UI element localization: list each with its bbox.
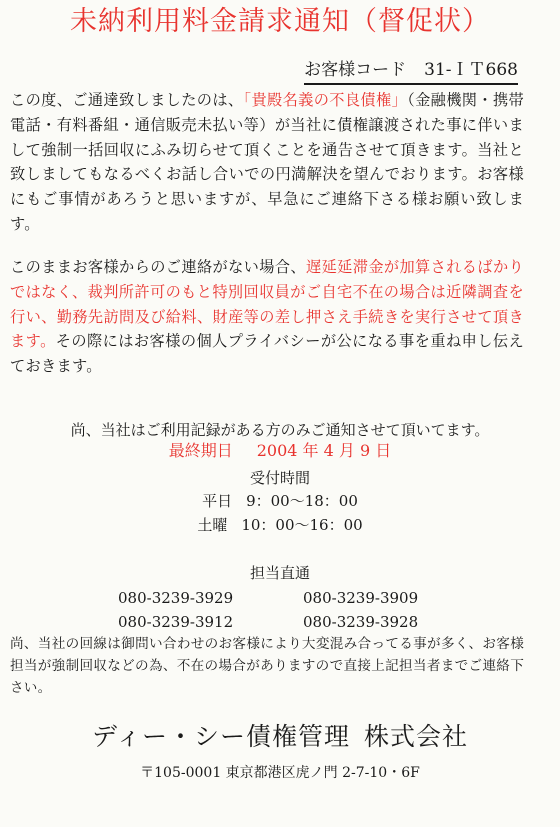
paragraph-warning [10, 255, 524, 379]
paragraph-notice [10, 88, 524, 237]
weekday-time: 9：00〜18：00 [246, 492, 358, 510]
customer-code [304, 58, 518, 85]
deadline-label: 最終期日 [168, 441, 233, 460]
company-name [0, 720, 560, 754]
deadline [0, 440, 560, 462]
customer-code-label: お客様コード [304, 60, 407, 80]
paragraph-notice-text-2: （金融機関・携帯電話・有料番組・通信販売未払い等）が当社に債権譲渡された事に伴いまして強制一括回収にふみ切らせて頂くことを通告させて頂きます。当社と致しましてもなるべくお話し合いでの円満解決を望んでおります。お客様にもご事情があろうと思いますが、早急にご連絡下さる様お願い致します。 [10, 91, 524, 233]
hours-weekday [0, 490, 560, 512]
paragraph-warning-text-2: その際にはお客様の個人プライバシーが公になる事を重ね申し伝えておきます。 [10, 332, 525, 376]
hours-title: 受付時間 [249, 469, 310, 487]
paragraph-notice-text-1: この度、ご通達致しましたのは、 [10, 91, 244, 109]
contact-title: 担当直通 [249, 564, 310, 582]
phone-list [118, 587, 448, 633]
paragraph-notice-highlight: 「貴殿名義の不良債権」 [243, 91, 408, 109]
weekday-label: 平日 [202, 492, 233, 510]
phone-number: 080-3239-3909 [303, 589, 419, 607]
hours-saturday [0, 514, 560, 536]
contact-note: 尚、当社の回線は御問い合わせのお客様により大変混み合ってる事が多く、お客様担当が強制回収などの為、不在の場合がありますので直接上記担当者までご連絡下さい。 [10, 636, 524, 696]
phone-number: 080-3239-3929 [118, 589, 234, 607]
deadline-date: 2004 年 4 月 9 日 [256, 441, 392, 460]
customer-code-value: 31-ＩＴ668 [424, 60, 518, 80]
company-address: 〒105-0001 東京都港区虎ノ門 2-7-10・6F [140, 765, 420, 781]
saturday-time: 10：00〜16：00 [241, 516, 363, 534]
phone-number: 080-3239-3912 [118, 613, 234, 631]
paragraph-warning-highlight: 遅延延滞金が加算されるばかりではなく、裁判所許可のもと特別回収員がご自宅不在の場合は近隣調査を行い、勤務先訪問及び給料、財産等の差し押さえ手続きを実行させて頂きます。 [10, 258, 525, 351]
document-title: 未納利用料金請求通知（督促状） [70, 6, 490, 37]
company-name-text: ディー・シー債権管理 [91, 722, 350, 751]
saturday-label: 土曜 [197, 516, 228, 534]
notice-line: 尚、当社はご利用記録がある方のみご通知させて頂いてます。 [70, 421, 490, 439]
phone-number: 080-3239-3928 [303, 613, 419, 631]
company-type: 株式会社 [364, 722, 469, 751]
paragraph-warning-text-1: このままお客様からのご連絡がない場合、 [10, 258, 306, 276]
